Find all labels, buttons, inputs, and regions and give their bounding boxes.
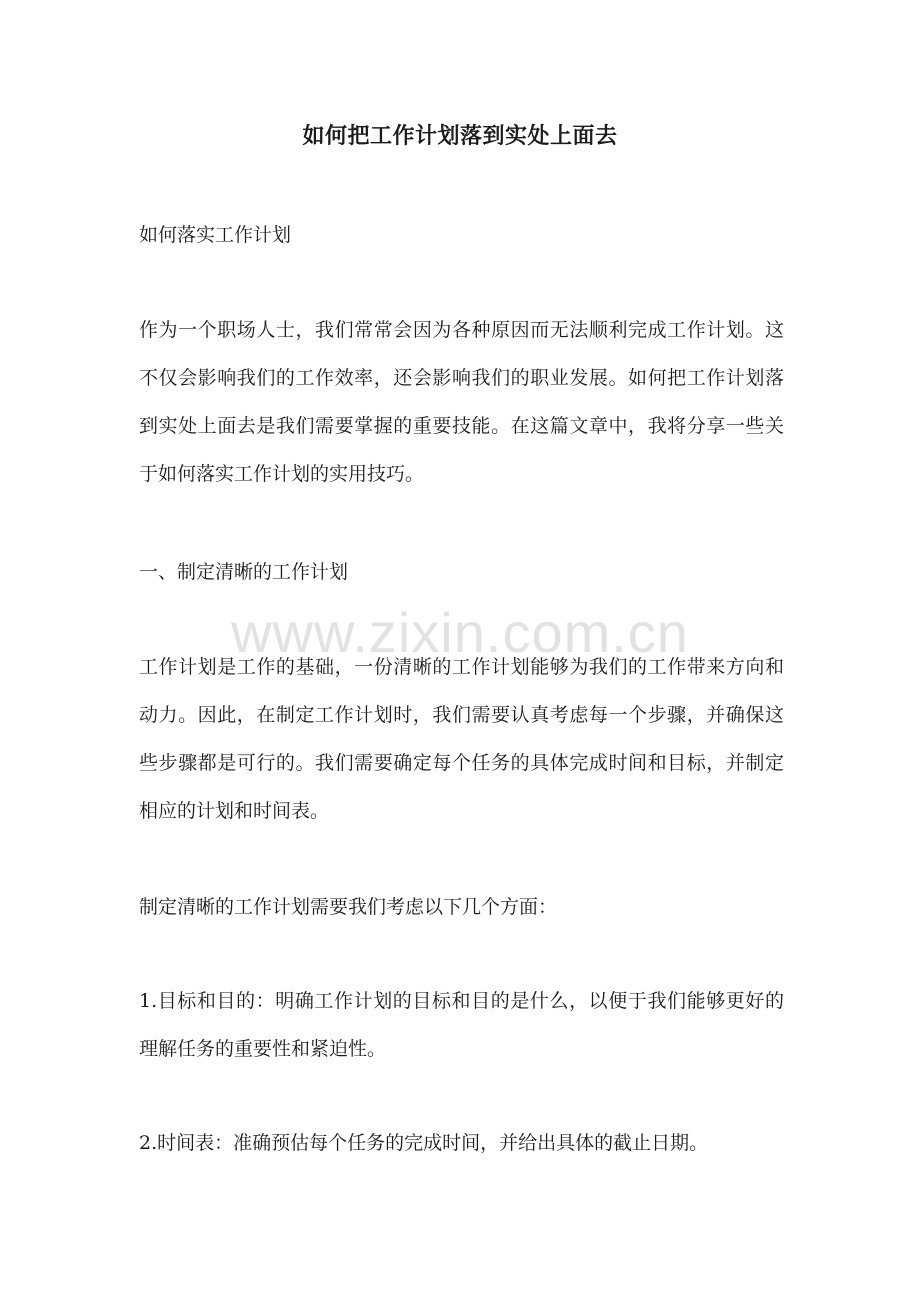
watermark: www.zixin.com.cn <box>231 601 689 664</box>
list-item: 2.时间表：准确预估每个任务的完成时间，并给出具体的截止日期。 <box>139 1132 709 1154</box>
document-subtitle: 如何落实工作计划 <box>139 224 292 246</box>
document-title: 如何把工作计划落到实处上面去 <box>302 123 618 149</box>
list-lead-paragraph: 制定清晰的工作计划需要我们考虑以下几个方面： <box>139 896 558 918</box>
section-heading: 一、制定清晰的工作计划 <box>139 561 349 583</box>
intro-paragraph: 作为一个职场人士，我们常常会因为各种原因而无法顺利完成工作计划。这不仅会影响我们的工作效率，还会影响我们的职业发展。如何把工作计划落到实处上面去是我们需要掌握的重要技能。在这篇文章中，我将分享一些关于如何落实工作计划的实用技巧。 <box>139 319 784 485</box>
list-item: 1.目标和目的：明确工作计划的目标和目的是什么，以便于我们能够更好的理解任务的重要性和紧迫性。 <box>139 990 784 1060</box>
section-paragraph: 工作计划是工作的基础，一份清晰的工作计划能够为我们的工作带来方向和动力。因此，在制定工作计划时，我们需要认真考虑每一个步骤，并确保这些步骤都是可行的。我们需要确定每个任务的具体完成时间和目标，并制定相应的计划和时间表。 <box>139 656 784 822</box>
